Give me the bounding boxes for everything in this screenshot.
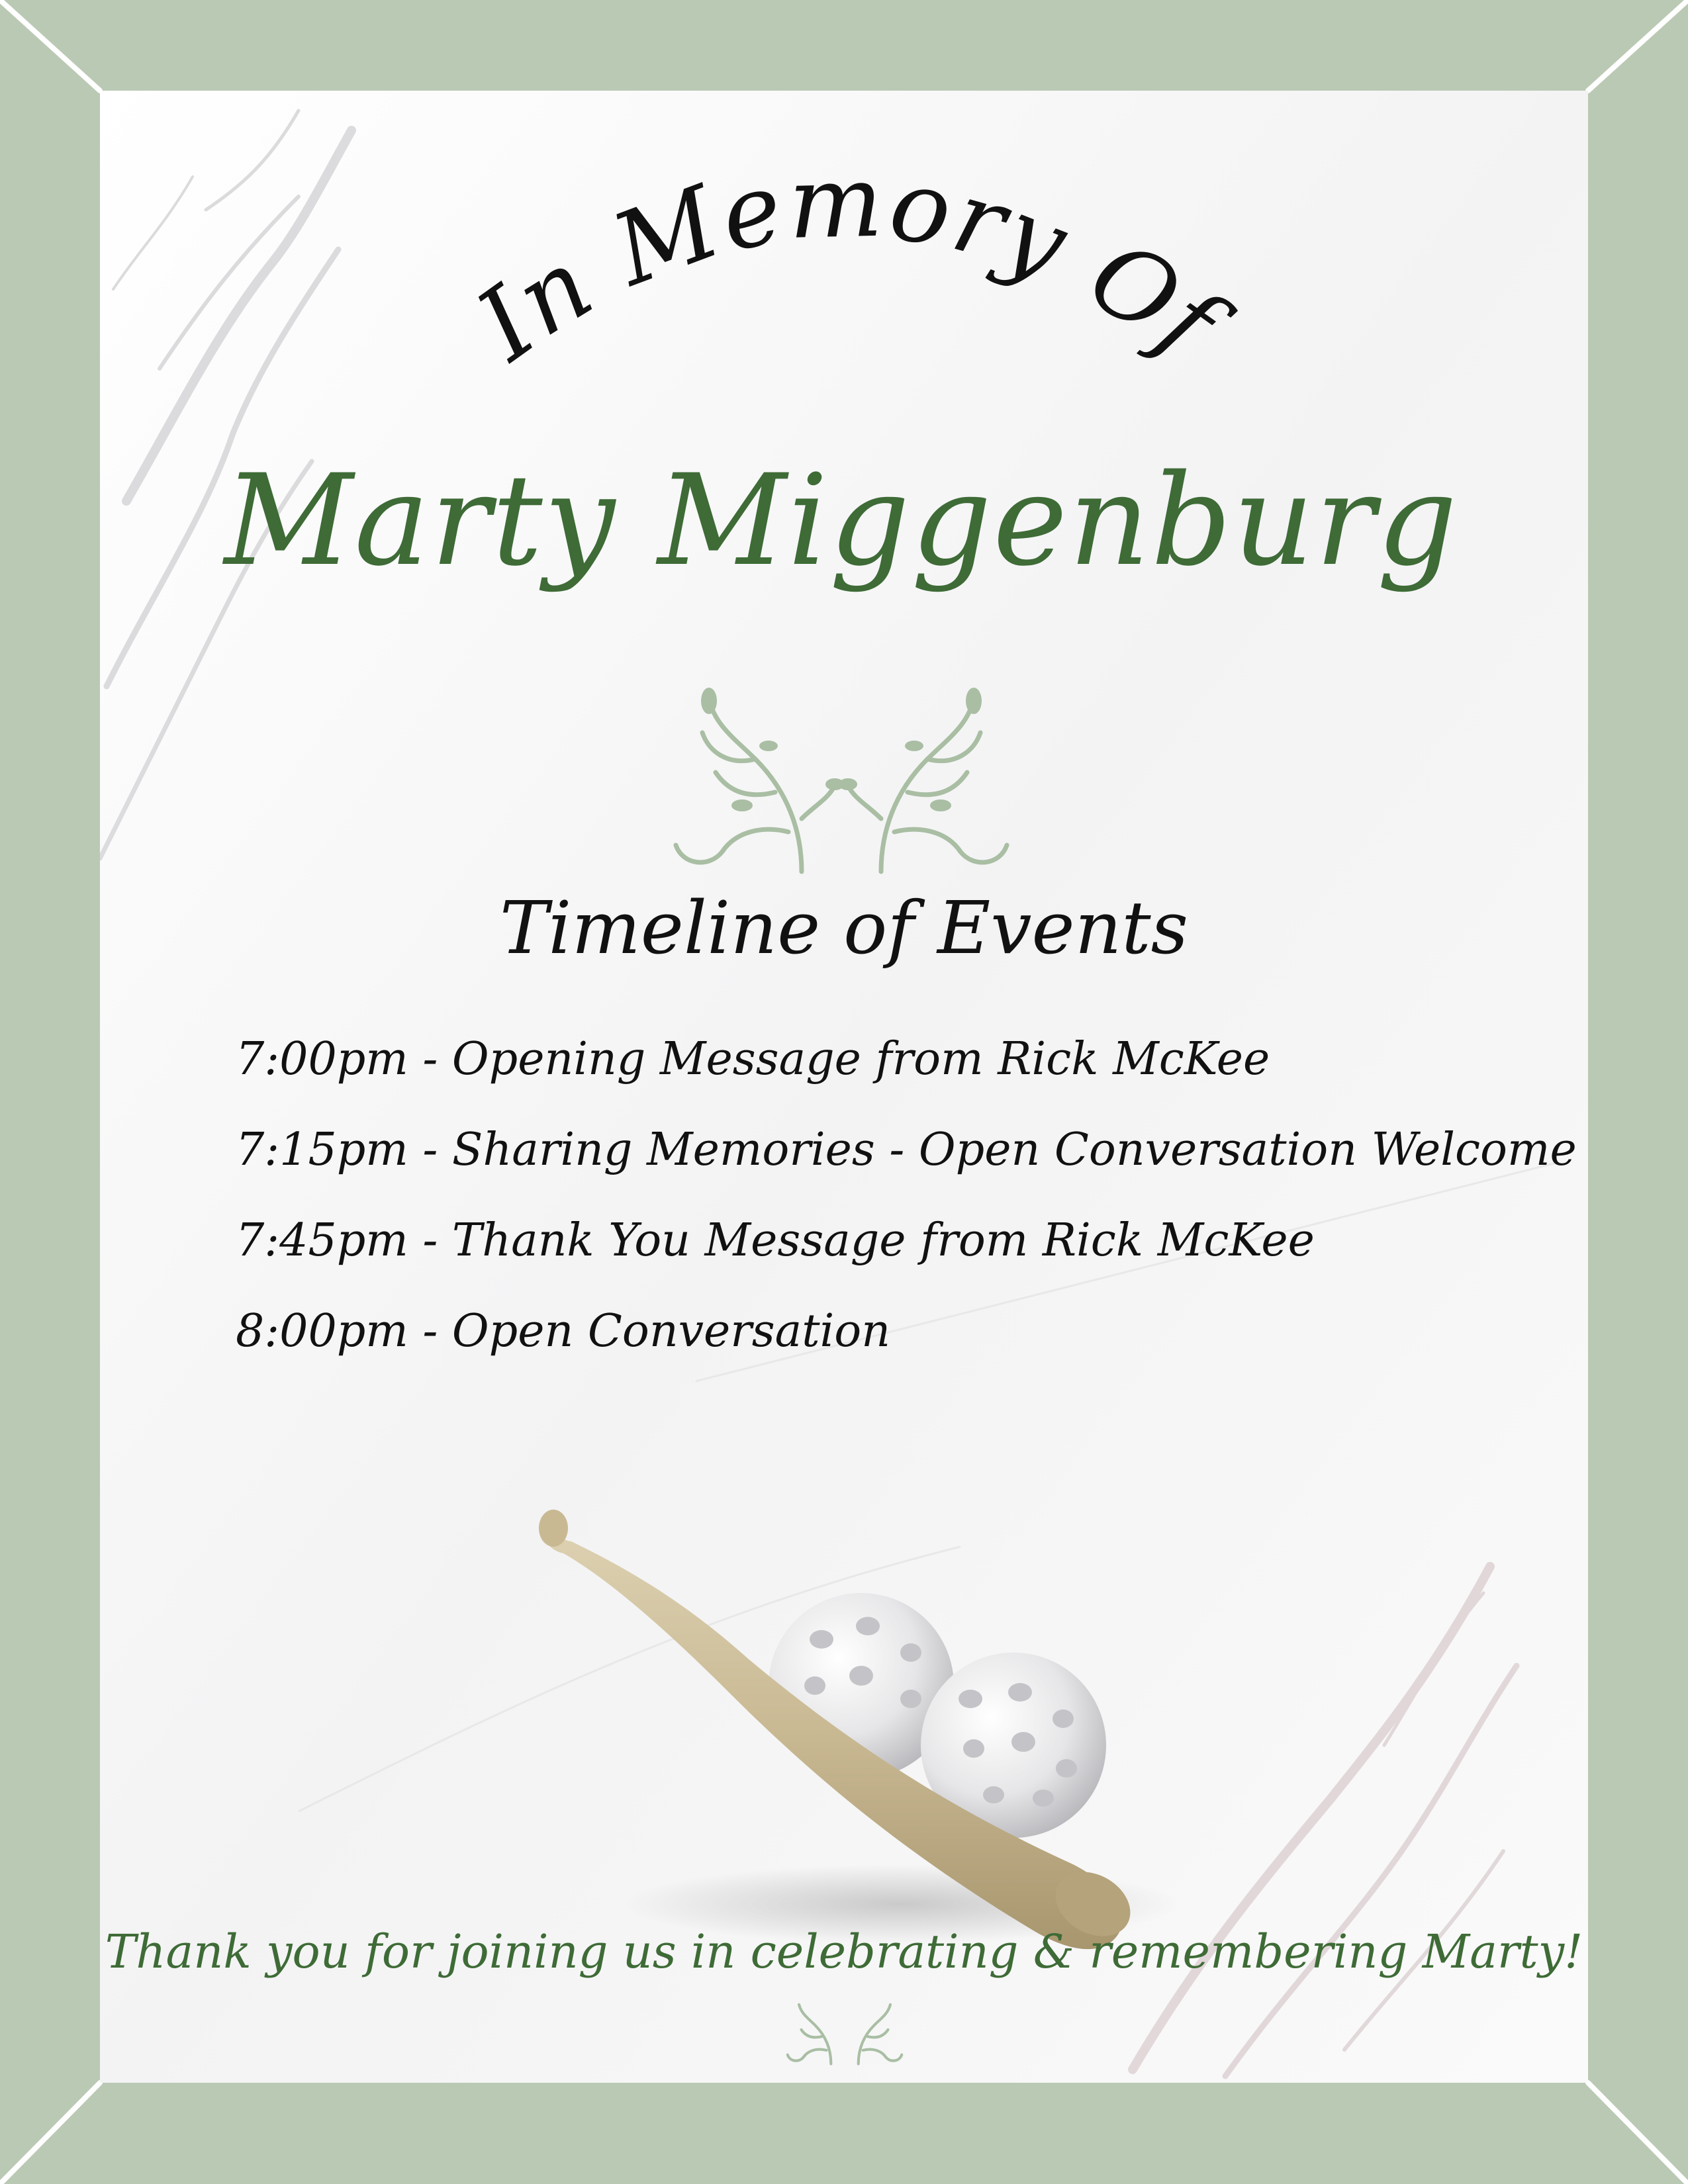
event-item: 8:00pm - Open Conversation [236,1305,891,1357]
leaf-flourish-icon [782,2000,908,2066]
leaf-flourish-icon [669,686,1013,878]
in-memory-of-heading [100,91,1588,488]
honoree-name: Marty Miggenburg [224,447,1459,594]
event-list [236,1014,1577,1377]
bat-and-wiffle-balls-icon [530,1494,1225,1983]
event-item: 7:15pm - Sharing Memories - Open Conversation Welcome [236,1124,1577,1176]
thank-you-message: Thank you for joining us in celebrating & remembering Marty! [105,1925,1583,1979]
timeline-heading: Timeline of Events [499,886,1189,970]
in-memory-of-text: In Memory Of [457,144,1239,383]
event-item: 7:45pm - Thank You Message from Rick McKee [236,1214,1315,1267]
svg-text:In Memory Of [455,144,1248,390]
memorial-card [100,91,1588,2083]
event-item: 7:00pm - Opening Message from Rick McKee [236,1033,1270,1085]
